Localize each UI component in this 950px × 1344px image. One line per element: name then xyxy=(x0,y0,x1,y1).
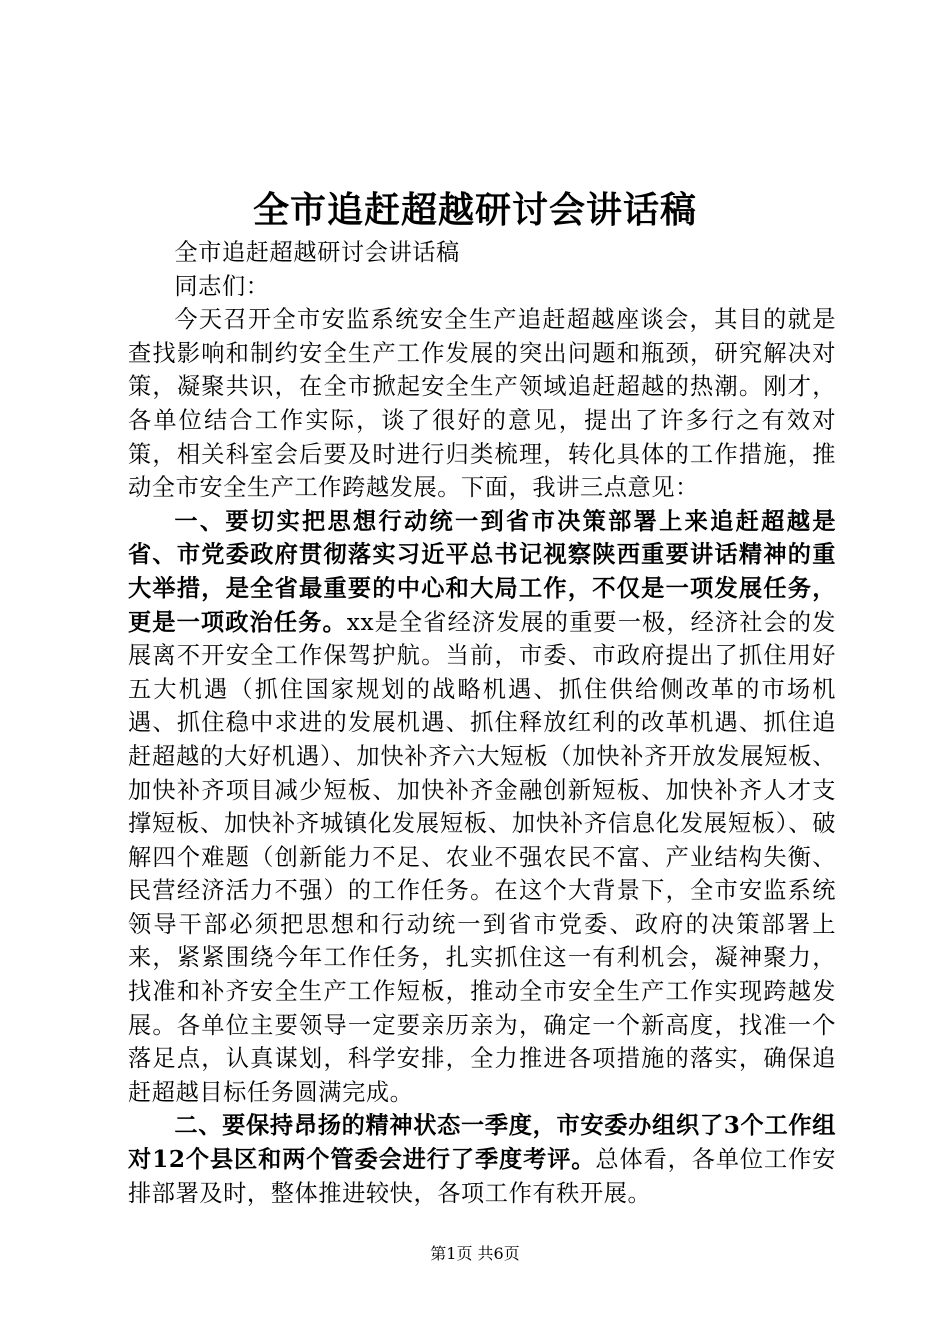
section-2-heading: 二、要保持昂扬的精神状态一季度，市安委办组织了3个工作组对12个县区和两个管委会进行了季度考评。 xyxy=(128,1112,836,1174)
section-2-paragraph xyxy=(128,1109,836,1210)
document-title: 全市追赶超越研讨会讲话稿 xyxy=(252,189,697,231)
section-2-body: 总体看，各单位工作安排部署及时，整体推进较快，各项工作有秩开展。 xyxy=(128,1146,836,1207)
page-indicator: 第1页 共6页 xyxy=(430,1244,520,1263)
salutation-line: 同志们： xyxy=(174,272,270,300)
intro-paragraph: 今天召开全市安监系统安全生产追赶超越座谈会，其目的就是查找影响和制约安全生产工作发展的突出问题和瓶颈，研究解决对策，凝聚共识，在全市掀起安全生产领域追赶超越的热潮。刚才，各单位结合工作实际，谈了很好的意见，提出了许多行之有效对策，相关科室会后要及时进行归类梳理，转化具体的工作措施，推动全市安全生产工作跨越发展。下面，我讲三点意见： xyxy=(128,306,836,502)
document-body xyxy=(128,236,836,1210)
section-1-body: xx是全省经济发展的重要一极，经济社会的发展离不开安全工作保驾护航。当前，市委、市政府提出了抓住用好五大机遇（抓住国家规划的战略机遇、抓住供给侧改革的市场机遇、抓住稳中求进的发展机遇、抓住释放红利的改革机遇、抓住追赶超越的大好机遇）、加快补齐六大短板（加快补齐开放发展短板、加快补齐项目减少短板、加快补齐金融创新短板、加快补齐人才支撑短板、加快补齐城镇化发展短板、加快补齐信息化发展短板）、破解四个难题（创新能力不足、农业不强农民不富、产业结构失衡、民营经济活力不强）的工作任务。在这个大背景下，全市安监系统领导干部必须把思想和行动统一到省市党委、政府的决策部署上来，紧紧围绕今年工作任务，扎实抓住这一有利机会，凝神聚力，找准和补齐安全生产工作短板，推动全市安全生产工作实现跨越发展。各单位主要领导一定要亲历亲为，确定一个新高度，找准一个落足点，认真谋划，科学安排，全力推进各项措施的落实，确保追赶超越目标任务圆满完成。 xyxy=(128,608,836,1106)
subtitle-line: 全市追赶超越研讨会讲话稿 xyxy=(174,239,460,266)
section-1-heading: 一、要切实把思想行动统一到省市决策部署上来追赶超越是省、市党委政府贯彻落实习近平总书记视察陕西重要讲话精神的重大举措，是全省最重要的中心和大局工作，不仅是一项发展任务，更是一项政治任务。 xyxy=(128,507,836,636)
section-1-paragraph xyxy=(128,505,836,1110)
